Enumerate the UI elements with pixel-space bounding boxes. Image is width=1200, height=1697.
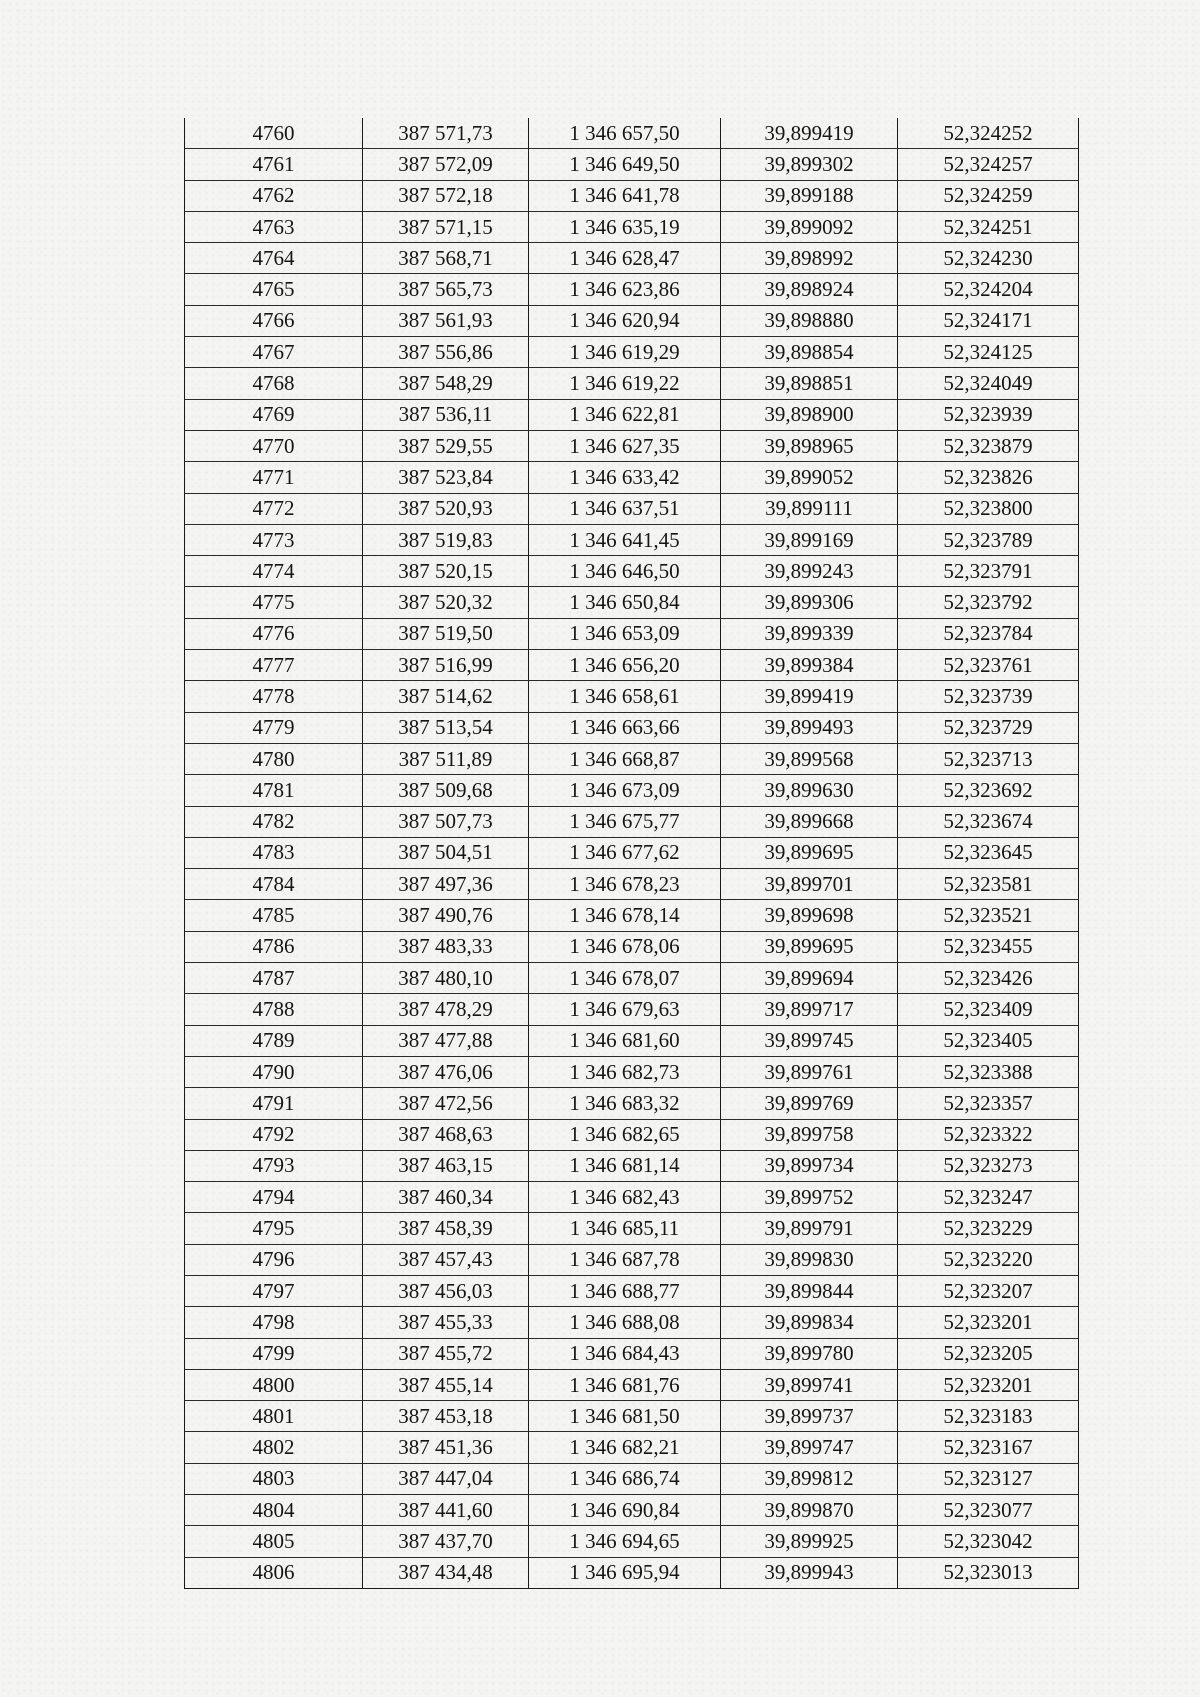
x-coordinate-cell: 387 480,10 [363, 963, 529, 994]
table-row [185, 274, 1079, 305]
longitude-cell: 52,323405 [898, 1025, 1079, 1056]
x-coordinate-cell: 387 472,56 [363, 1088, 529, 1119]
latitude-cell: 39,899943 [721, 1557, 898, 1588]
y-coordinate-cell: 1 346 628,47 [529, 243, 721, 274]
point-number-cell: 4786 [185, 931, 363, 962]
table-row [185, 1275, 1079, 1306]
table-row [185, 493, 1079, 524]
point-number-cell: 4801 [185, 1401, 363, 1432]
y-coordinate-cell: 1 346 620,94 [529, 305, 721, 336]
table-row [185, 1182, 1079, 1213]
longitude-cell: 52,323409 [898, 994, 1079, 1025]
longitude-cell: 52,323273 [898, 1150, 1079, 1181]
y-coordinate-cell: 1 346 656,20 [529, 650, 721, 681]
longitude-cell: 52,323879 [898, 430, 1079, 461]
coordinates-table-body [185, 118, 1079, 1588]
latitude-cell: 39,899701 [721, 869, 898, 900]
latitude-cell: 39,899568 [721, 743, 898, 774]
table-row [185, 681, 1079, 712]
y-coordinate-cell: 1 346 663,66 [529, 712, 721, 743]
longitude-cell: 52,323013 [898, 1557, 1079, 1588]
x-coordinate-cell: 387 520,93 [363, 493, 529, 524]
point-number-cell: 4799 [185, 1338, 363, 1369]
latitude-cell: 39,899092 [721, 211, 898, 242]
point-number-cell: 4773 [185, 524, 363, 555]
longitude-cell: 52,324230 [898, 243, 1079, 274]
x-coordinate-cell: 387 434,48 [363, 1557, 529, 1588]
point-number-cell: 4802 [185, 1432, 363, 1463]
latitude-cell: 39,899830 [721, 1244, 898, 1275]
longitude-cell: 52,323784 [898, 618, 1079, 649]
table-row [185, 1369, 1079, 1400]
latitude-cell: 39,899812 [721, 1463, 898, 1494]
point-number-cell: 4790 [185, 1056, 363, 1087]
latitude-cell: 39,899791 [721, 1213, 898, 1244]
latitude-cell: 39,899780 [721, 1338, 898, 1369]
longitude-cell: 52,324259 [898, 180, 1079, 211]
longitude-cell: 52,323826 [898, 462, 1079, 493]
longitude-cell: 52,323800 [898, 493, 1079, 524]
latitude-cell: 39,899925 [721, 1526, 898, 1557]
table-row [185, 430, 1079, 461]
point-number-cell: 4788 [185, 994, 363, 1025]
latitude-cell: 39,899695 [721, 931, 898, 962]
coordinates-table [184, 118, 1079, 1589]
table-row [185, 963, 1079, 994]
point-number-cell: 4779 [185, 712, 363, 743]
y-coordinate-cell: 1 346 622,81 [529, 399, 721, 430]
point-number-cell: 4764 [185, 243, 363, 274]
x-coordinate-cell: 387 571,15 [363, 211, 529, 242]
table-row [185, 368, 1079, 399]
y-coordinate-cell: 1 346 694,65 [529, 1526, 721, 1557]
longitude-cell: 52,323792 [898, 587, 1079, 618]
table-row [185, 1025, 1079, 1056]
x-coordinate-cell: 387 548,29 [363, 368, 529, 399]
y-coordinate-cell: 1 346 646,50 [529, 556, 721, 587]
y-coordinate-cell: 1 346 678,07 [529, 963, 721, 994]
point-number-cell: 4781 [185, 775, 363, 806]
x-coordinate-cell: 387 572,09 [363, 149, 529, 180]
point-number-cell: 4774 [185, 556, 363, 587]
longitude-cell: 52,324257 [898, 149, 1079, 180]
point-number-cell: 4760 [185, 118, 363, 149]
point-number-cell: 4797 [185, 1275, 363, 1306]
longitude-cell: 52,323789 [898, 524, 1079, 555]
x-coordinate-cell: 387 460,34 [363, 1182, 529, 1213]
y-coordinate-cell: 1 346 688,08 [529, 1307, 721, 1338]
x-coordinate-cell: 387 556,86 [363, 337, 529, 368]
table-row [185, 618, 1079, 649]
longitude-cell: 52,323692 [898, 775, 1079, 806]
x-coordinate-cell: 387 476,06 [363, 1056, 529, 1087]
table-row [185, 524, 1079, 555]
latitude-cell: 39,899741 [721, 1369, 898, 1400]
table-row [185, 931, 1079, 962]
x-coordinate-cell: 387 519,83 [363, 524, 529, 555]
table-row [185, 806, 1079, 837]
y-coordinate-cell: 1 346 658,61 [529, 681, 721, 712]
point-number-cell: 4803 [185, 1463, 363, 1494]
latitude-cell: 39,899870 [721, 1495, 898, 1526]
point-number-cell: 4796 [185, 1244, 363, 1275]
point-number-cell: 4780 [185, 743, 363, 774]
latitude-cell: 39,898851 [721, 368, 898, 399]
x-coordinate-cell: 387 565,73 [363, 274, 529, 305]
x-coordinate-cell: 387 513,54 [363, 712, 529, 743]
y-coordinate-cell: 1 346 681,60 [529, 1025, 721, 1056]
latitude-cell: 39,899188 [721, 180, 898, 211]
y-coordinate-cell: 1 346 686,74 [529, 1463, 721, 1494]
longitude-cell: 52,323713 [898, 743, 1079, 774]
longitude-cell: 52,323455 [898, 931, 1079, 962]
x-coordinate-cell: 387 447,04 [363, 1463, 529, 1494]
latitude-cell: 39,899384 [721, 650, 898, 681]
longitude-cell: 52,324049 [898, 368, 1079, 399]
latitude-cell: 39,899419 [721, 681, 898, 712]
latitude-cell: 39,899698 [721, 900, 898, 931]
x-coordinate-cell: 387 455,14 [363, 1369, 529, 1400]
y-coordinate-cell: 1 346 682,43 [529, 1182, 721, 1213]
latitude-cell: 39,899306 [721, 587, 898, 618]
point-number-cell: 4785 [185, 900, 363, 931]
longitude-cell: 52,323939 [898, 399, 1079, 430]
x-coordinate-cell: 387 571,73 [363, 118, 529, 149]
y-coordinate-cell: 1 346 682,73 [529, 1056, 721, 1087]
point-number-cell: 4763 [185, 211, 363, 242]
point-number-cell: 4775 [185, 587, 363, 618]
table-row [185, 775, 1079, 806]
y-coordinate-cell: 1 346 683,32 [529, 1088, 721, 1119]
y-coordinate-cell: 1 346 678,06 [529, 931, 721, 962]
point-number-cell: 4805 [185, 1526, 363, 1557]
x-coordinate-cell: 387 514,62 [363, 681, 529, 712]
point-number-cell: 4771 [185, 462, 363, 493]
table-row [185, 743, 1079, 774]
point-number-cell: 4767 [185, 337, 363, 368]
table-row [185, 556, 1079, 587]
x-coordinate-cell: 387 451,36 [363, 1432, 529, 1463]
y-coordinate-cell: 1 346 685,11 [529, 1213, 721, 1244]
longitude-cell: 52,323761 [898, 650, 1079, 681]
latitude-cell: 39,898992 [721, 243, 898, 274]
longitude-cell: 52,323220 [898, 1244, 1079, 1275]
latitude-cell: 39,899668 [721, 806, 898, 837]
point-number-cell: 4806 [185, 1557, 363, 1588]
table-row [185, 1307, 1079, 1338]
longitude-cell: 52,323247 [898, 1182, 1079, 1213]
y-coordinate-cell: 1 346 649,50 [529, 149, 721, 180]
latitude-cell: 39,899717 [721, 994, 898, 1025]
point-number-cell: 4768 [185, 368, 363, 399]
y-coordinate-cell: 1 346 650,84 [529, 587, 721, 618]
longitude-cell: 52,323645 [898, 837, 1079, 868]
latitude-cell: 39,899844 [721, 1275, 898, 1306]
latitude-cell: 39,899761 [721, 1056, 898, 1087]
point-number-cell: 4783 [185, 837, 363, 868]
y-coordinate-cell: 1 346 633,42 [529, 462, 721, 493]
table-row [185, 1432, 1079, 1463]
longitude-cell: 52,323581 [898, 869, 1079, 900]
table-row [185, 180, 1079, 211]
longitude-cell: 52,323674 [898, 806, 1079, 837]
point-number-cell: 4791 [185, 1088, 363, 1119]
y-coordinate-cell: 1 346 681,76 [529, 1369, 721, 1400]
table-row [185, 211, 1079, 242]
latitude-cell: 39,899734 [721, 1150, 898, 1181]
latitude-cell: 39,898965 [721, 430, 898, 461]
point-number-cell: 4792 [185, 1119, 363, 1150]
latitude-cell: 39,899737 [721, 1401, 898, 1432]
x-coordinate-cell: 387 456,03 [363, 1275, 529, 1306]
y-coordinate-cell: 1 346 675,77 [529, 806, 721, 837]
y-coordinate-cell: 1 346 619,29 [529, 337, 721, 368]
longitude-cell: 52,323521 [898, 900, 1079, 931]
point-number-cell: 4769 [185, 399, 363, 430]
longitude-cell: 52,323042 [898, 1526, 1079, 1557]
longitude-cell: 52,323791 [898, 556, 1079, 587]
table-row [185, 1088, 1079, 1119]
latitude-cell: 39,899694 [721, 963, 898, 994]
point-number-cell: 4804 [185, 1495, 363, 1526]
x-coordinate-cell: 387 536,11 [363, 399, 529, 430]
table-row [185, 462, 1079, 493]
longitude-cell: 52,323205 [898, 1338, 1079, 1369]
x-coordinate-cell: 387 520,15 [363, 556, 529, 587]
latitude-cell: 39,899052 [721, 462, 898, 493]
x-coordinate-cell: 387 511,89 [363, 743, 529, 774]
longitude-cell: 52,323201 [898, 1307, 1079, 1338]
table-row [185, 900, 1079, 931]
longitude-cell: 52,323127 [898, 1463, 1079, 1494]
table-row [185, 869, 1079, 900]
x-coordinate-cell: 387 478,29 [363, 994, 529, 1025]
latitude-cell: 39,898854 [721, 337, 898, 368]
point-number-cell: 4776 [185, 618, 363, 649]
latitude-cell: 39,899339 [721, 618, 898, 649]
longitude-cell: 52,323229 [898, 1213, 1079, 1244]
table-row [185, 1401, 1079, 1432]
x-coordinate-cell: 387 490,76 [363, 900, 529, 931]
longitude-cell: 52,323167 [898, 1432, 1079, 1463]
x-coordinate-cell: 387 561,93 [363, 305, 529, 336]
table-row [185, 1213, 1079, 1244]
point-number-cell: 4761 [185, 149, 363, 180]
longitude-cell: 52,323426 [898, 963, 1079, 994]
y-coordinate-cell: 1 346 653,09 [529, 618, 721, 649]
y-coordinate-cell: 1 346 641,45 [529, 524, 721, 555]
latitude-cell: 39,898880 [721, 305, 898, 336]
y-coordinate-cell: 1 346 641,78 [529, 180, 721, 211]
table-row [185, 994, 1079, 1025]
point-number-cell: 4787 [185, 963, 363, 994]
x-coordinate-cell: 387 457,43 [363, 1244, 529, 1275]
table-row [185, 650, 1079, 681]
longitude-cell: 52,323077 [898, 1495, 1079, 1526]
point-number-cell: 4793 [185, 1150, 363, 1181]
longitude-cell: 52,324251 [898, 211, 1079, 242]
longitude-cell: 52,323739 [898, 681, 1079, 712]
y-coordinate-cell: 1 346 677,62 [529, 837, 721, 868]
point-number-cell: 4794 [185, 1182, 363, 1213]
table-row [185, 837, 1079, 868]
latitude-cell: 39,899758 [721, 1119, 898, 1150]
x-coordinate-cell: 387 483,33 [363, 931, 529, 962]
point-number-cell: 4778 [185, 681, 363, 712]
x-coordinate-cell: 387 458,39 [363, 1213, 529, 1244]
latitude-cell: 39,899834 [721, 1307, 898, 1338]
y-coordinate-cell: 1 346 678,14 [529, 900, 721, 931]
x-coordinate-cell: 387 529,55 [363, 430, 529, 461]
table-row [185, 1495, 1079, 1526]
table-row [185, 1338, 1079, 1369]
x-coordinate-cell: 387 523,84 [363, 462, 529, 493]
y-coordinate-cell: 1 346 681,50 [529, 1401, 721, 1432]
table-row [185, 243, 1079, 274]
table-row [185, 305, 1079, 336]
x-coordinate-cell: 387 507,73 [363, 806, 529, 837]
table-row [185, 1526, 1079, 1557]
latitude-cell: 39,899419 [721, 118, 898, 149]
table-row [185, 1557, 1079, 1588]
longitude-cell: 52,323322 [898, 1119, 1079, 1150]
point-number-cell: 4765 [185, 274, 363, 305]
point-number-cell: 4795 [185, 1213, 363, 1244]
table-row [185, 149, 1079, 180]
x-coordinate-cell: 387 437,70 [363, 1526, 529, 1557]
y-coordinate-cell: 1 346 635,19 [529, 211, 721, 242]
y-coordinate-cell: 1 346 678,23 [529, 869, 721, 900]
table-row [185, 337, 1079, 368]
longitude-cell: 52,323207 [898, 1275, 1079, 1306]
point-number-cell: 4789 [185, 1025, 363, 1056]
x-coordinate-cell: 387 520,32 [363, 587, 529, 618]
latitude-cell: 39,899695 [721, 837, 898, 868]
x-coordinate-cell: 387 463,15 [363, 1150, 529, 1181]
latitude-cell: 39,899302 [721, 149, 898, 180]
y-coordinate-cell: 1 346 695,94 [529, 1557, 721, 1588]
table-row [185, 1119, 1079, 1150]
longitude-cell: 52,323388 [898, 1056, 1079, 1087]
x-coordinate-cell: 387 572,18 [363, 180, 529, 211]
x-coordinate-cell: 387 441,60 [363, 1495, 529, 1526]
x-coordinate-cell: 387 455,72 [363, 1338, 529, 1369]
latitude-cell: 39,899169 [721, 524, 898, 555]
latitude-cell: 39,898900 [721, 399, 898, 430]
point-number-cell: 4800 [185, 1369, 363, 1400]
y-coordinate-cell: 1 346 627,35 [529, 430, 721, 461]
x-coordinate-cell: 387 497,36 [363, 869, 529, 900]
latitude-cell: 39,899630 [721, 775, 898, 806]
latitude-cell: 39,899745 [721, 1025, 898, 1056]
y-coordinate-cell: 1 346 668,87 [529, 743, 721, 774]
y-coordinate-cell: 1 346 679,63 [529, 994, 721, 1025]
x-coordinate-cell: 387 504,51 [363, 837, 529, 868]
longitude-cell: 52,323357 [898, 1088, 1079, 1119]
y-coordinate-cell: 1 346 682,65 [529, 1119, 721, 1150]
latitude-cell: 39,899769 [721, 1088, 898, 1119]
y-coordinate-cell: 1 346 619,22 [529, 368, 721, 399]
latitude-cell: 39,899752 [721, 1182, 898, 1213]
y-coordinate-cell: 1 346 681,14 [529, 1150, 721, 1181]
y-coordinate-cell: 1 346 673,09 [529, 775, 721, 806]
x-coordinate-cell: 387 568,71 [363, 243, 529, 274]
longitude-cell: 52,324204 [898, 274, 1079, 305]
y-coordinate-cell: 1 346 688,77 [529, 1275, 721, 1306]
table-row [185, 587, 1079, 618]
x-coordinate-cell: 387 516,99 [363, 650, 529, 681]
latitude-cell: 39,899747 [721, 1432, 898, 1463]
x-coordinate-cell: 387 455,33 [363, 1307, 529, 1338]
longitude-cell: 52,324125 [898, 337, 1079, 368]
y-coordinate-cell: 1 346 684,43 [529, 1338, 721, 1369]
point-number-cell: 4772 [185, 493, 363, 524]
x-coordinate-cell: 387 468,63 [363, 1119, 529, 1150]
table-row [185, 712, 1079, 743]
table-row [185, 118, 1079, 149]
latitude-cell: 39,899243 [721, 556, 898, 587]
table-row [185, 1244, 1079, 1275]
y-coordinate-cell: 1 346 657,50 [529, 118, 721, 149]
latitude-cell: 39,899493 [721, 712, 898, 743]
y-coordinate-cell: 1 346 637,51 [529, 493, 721, 524]
x-coordinate-cell: 387 477,88 [363, 1025, 529, 1056]
point-number-cell: 4777 [185, 650, 363, 681]
longitude-cell: 52,324252 [898, 118, 1079, 149]
table-row [185, 1056, 1079, 1087]
longitude-cell: 52,323183 [898, 1401, 1079, 1432]
y-coordinate-cell: 1 346 690,84 [529, 1495, 721, 1526]
point-number-cell: 4782 [185, 806, 363, 837]
x-coordinate-cell: 387 509,68 [363, 775, 529, 806]
y-coordinate-cell: 1 346 623,86 [529, 274, 721, 305]
table-row [185, 399, 1079, 430]
latitude-cell: 39,899111 [721, 493, 898, 524]
point-number-cell: 4762 [185, 180, 363, 211]
latitude-cell: 39,898924 [721, 274, 898, 305]
x-coordinate-cell: 387 519,50 [363, 618, 529, 649]
point-number-cell: 4770 [185, 430, 363, 461]
point-number-cell: 4766 [185, 305, 363, 336]
x-coordinate-cell: 387 453,18 [363, 1401, 529, 1432]
table-row [185, 1463, 1079, 1494]
y-coordinate-cell: 1 346 682,21 [529, 1432, 721, 1463]
point-number-cell: 4784 [185, 869, 363, 900]
y-coordinate-cell: 1 346 687,78 [529, 1244, 721, 1275]
longitude-cell: 52,323201 [898, 1369, 1079, 1400]
longitude-cell: 52,324171 [898, 305, 1079, 336]
point-number-cell: 4798 [185, 1307, 363, 1338]
longitude-cell: 52,323729 [898, 712, 1079, 743]
table-row [185, 1150, 1079, 1181]
